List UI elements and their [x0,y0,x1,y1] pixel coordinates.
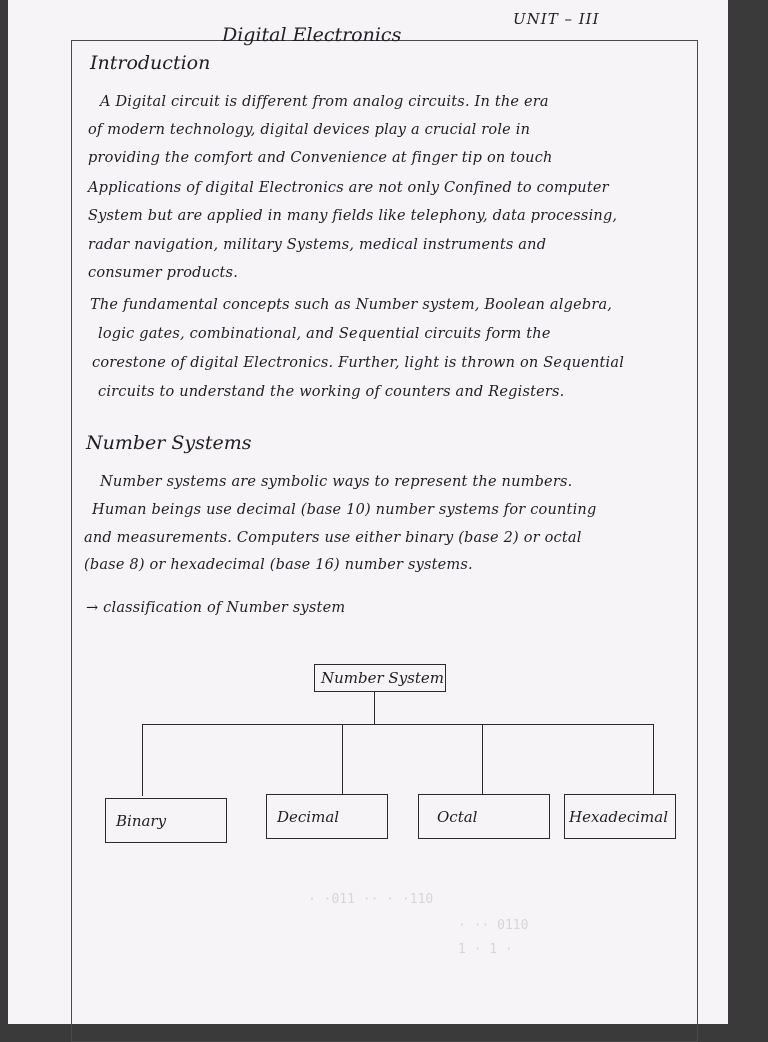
intro-line: circuits to understand the working of counters and Registers. [98,384,565,400]
bleed-through: · ·011 ·· · ·110 [308,892,434,907]
diagram-connector [142,724,143,796]
numbers-line: Human beings use decimal (base 10) number systems for counting [92,502,597,518]
intro-heading: Introduction [90,52,211,74]
intro-line: providing the comfort and Convenience at finger tip on touch [88,150,553,166]
intro-line: A Digital circuit is different from analog circuits. In the era [100,94,549,110]
diagram-node-octal: Octal [418,794,550,839]
diagram-connector [653,724,654,794]
notebook-page [8,0,728,1024]
number-systems-heading: Number Systems [86,432,252,454]
classification-note: → classification of Number system [86,600,346,616]
intro-line: consumer products. [88,265,239,281]
diagram-connector [342,724,343,794]
bleed-through: 1 · 1 · [458,942,513,957]
page-title: Digital Electronics [222,24,402,46]
numbers-line: and measurements. Computers use either binary (base 2) or octal [84,530,582,546]
diagram-connector [374,692,375,724]
numbers-line: Number systems are symbolic ways to represent the numbers. [100,474,573,490]
intro-line: The fundamental concepts such as Number system, Boolean algebra, [90,297,613,313]
bleed-through: · ·· 0110 [458,918,529,933]
diagram-connector [142,724,654,725]
intro-line: of modern technology, digital devices play a crucial role in [88,122,531,138]
intro-line: corestone of digital Electronics. Further, light is thrown on Sequential [92,355,625,371]
diagram-node-hexadecimal: Hexadecimal [564,794,676,839]
diagram-node-decimal: Decimal [266,794,388,839]
intro-line: Applications of digital Electronics are not only Confined to computer [88,180,609,196]
diagram-connector [482,724,483,794]
diagram-node-binary: Binary [105,798,227,843]
intro-line: logic gates, combinational, and Sequential circuits form the [98,326,551,342]
numbers-line: (base 8) or hexadecimal (base 16) number systems. [84,557,473,573]
unit-label: UNIT – III [513,10,600,28]
intro-line: radar navigation, military Systems, medical instruments and [88,237,547,253]
diagram-root-node: Number System [314,664,446,692]
intro-line: System but are applied in many fields like telephony, data processing, [88,208,618,224]
